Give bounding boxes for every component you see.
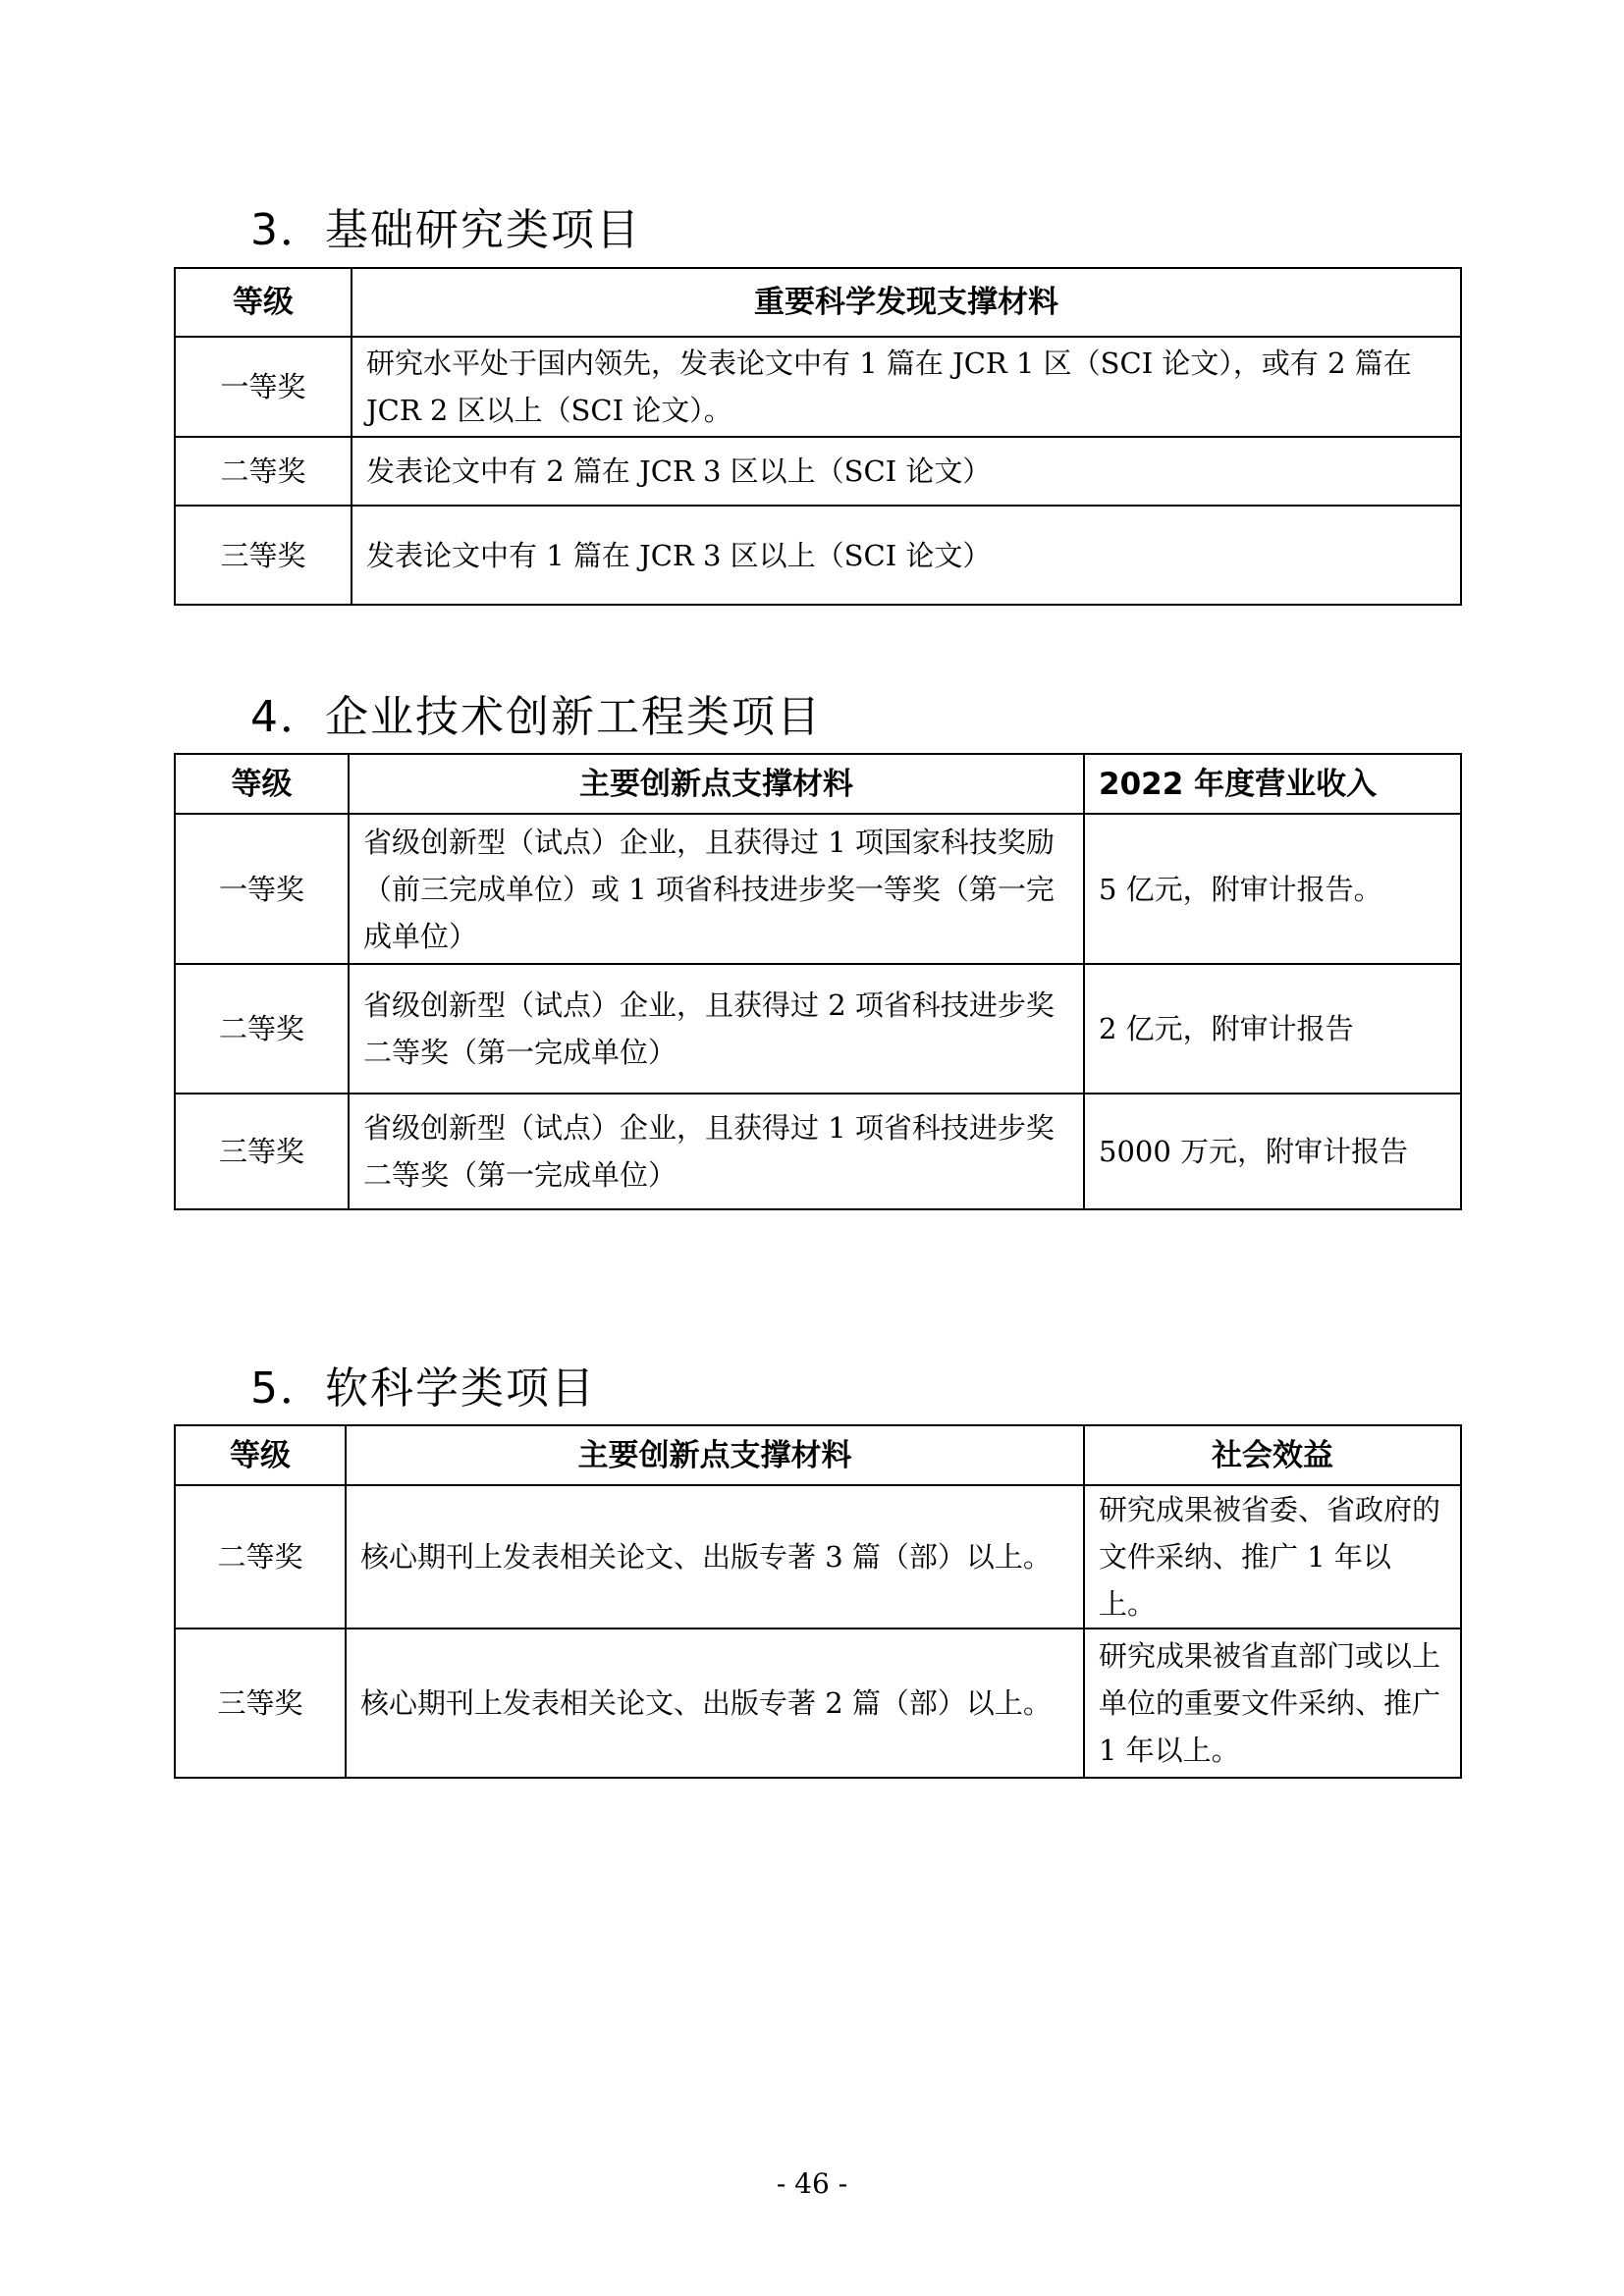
table-row — [175, 1485, 1461, 1629]
benefit-cell: 研究成果被省直部门或以上单位的重要文件采纳、推广 1 年以上。 — [1084, 1629, 1461, 1778]
header-grade: 等级 — [175, 1425, 346, 1485]
benefit-cell: 研究成果被省委、省政府的文件采纳、推广 1 年以上。 — [1084, 1485, 1461, 1629]
material-cell: 发表论文中有 2 篇在 JCR 3 区以上（SCI 论文） — [352, 437, 1461, 506]
header-benefit: 社会效益 — [1084, 1425, 1461, 1485]
table-row — [175, 437, 1461, 506]
page-number: - 46 - — [776, 2167, 848, 2200]
table-row — [175, 337, 1461, 437]
section4-title: 4．企业技术创新工程类项目 — [250, 692, 822, 742]
header-grade: 等级 — [175, 268, 352, 337]
section3-title: 3．基础研究类项目 — [250, 205, 641, 255]
revenue-cell: 5 亿元，附审计报告。 — [1084, 814, 1461, 964]
header-grade: 等级 — [175, 754, 349, 814]
table-header-row — [175, 754, 1461, 814]
grade-cell: 一等奖 — [175, 814, 349, 964]
revenue-cell: 5000 万元，附审计报告 — [1084, 1094, 1461, 1209]
grade-cell: 三等奖 — [175, 1629, 346, 1778]
table-row — [175, 814, 1461, 964]
header-revenue: 2022 年度营业收入 — [1084, 754, 1461, 814]
soft-science-table — [174, 1424, 1462, 1779]
section5-title: 5．软科学类项目 — [250, 1363, 596, 1414]
grade-cell: 二等奖 — [175, 437, 352, 506]
revenue-cell: 2 亿元，附审计报告 — [1084, 964, 1461, 1094]
material-cell: 核心期刊上发表相关论文、出版专著 2 篇（部）以上。 — [346, 1629, 1084, 1778]
enterprise-innovation-table — [174, 753, 1462, 1210]
grade-cell: 二等奖 — [175, 964, 349, 1094]
material-cell: 省级创新型（试点）企业，且获得过 1 项国家科技奖励（前三完成单位）或 1 项省科技进步奖一等奖（第一完成单位） — [349, 814, 1084, 964]
table-row — [175, 964, 1461, 1094]
basic-research-table — [174, 267, 1462, 606]
grade-cell: 一等奖 — [175, 337, 352, 437]
material-cell: 发表论文中有 1 篇在 JCR 3 区以上（SCI 论文） — [352, 506, 1461, 605]
material-cell: 省级创新型（试点）企业，且获得过 2 项省科技进步奖二等奖（第一完成单位） — [349, 964, 1084, 1094]
grade-cell: 三等奖 — [175, 1094, 349, 1209]
header-material: 主要创新点支撑材料 — [349, 754, 1084, 814]
material-cell: 研究水平处于国内领先，发表论文中有 1 篇在 JCR 1 区（SCI 论文），或有 2 篇在 JCR 2 区以上（SCI 论文）。 — [352, 337, 1461, 437]
table-row — [175, 1094, 1461, 1209]
table-header-row — [175, 1425, 1461, 1485]
table-header-row — [175, 268, 1461, 337]
grade-cell: 二等奖 — [175, 1485, 346, 1629]
grade-cell: 三等奖 — [175, 506, 352, 605]
header-material: 主要创新点支撑材料 — [346, 1425, 1084, 1485]
header-material: 重要科学发现支撑材料 — [352, 268, 1461, 337]
table-row — [175, 1629, 1461, 1778]
material-cell: 省级创新型（试点）企业，且获得过 1 项省科技进步奖二等奖（第一完成单位） — [349, 1094, 1084, 1209]
table-row — [175, 506, 1461, 605]
material-cell: 核心期刊上发表相关论文、出版专著 3 篇（部）以上。 — [346, 1485, 1084, 1629]
